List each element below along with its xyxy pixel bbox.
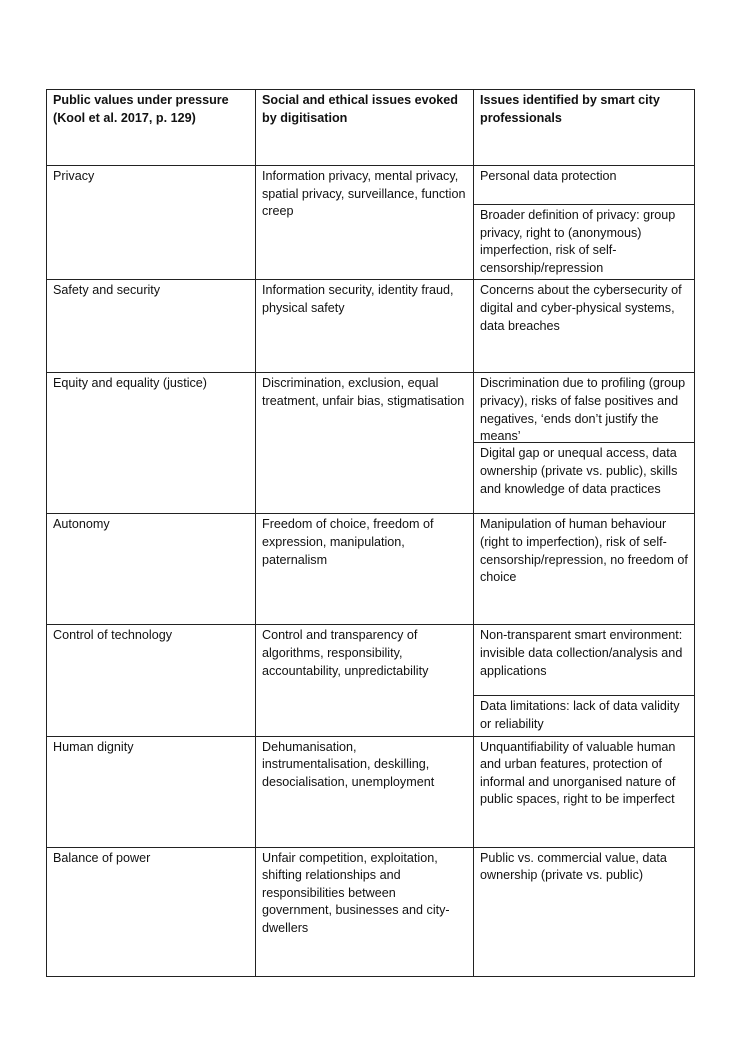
professional-issues-cell: Unquantifiability of valuable human and urban features, protection of informal and unorganised nature of public spaces, right to be imperfect xyxy=(474,736,695,847)
public-value-cell: Balance of power xyxy=(47,847,256,976)
professional-issue: Broader definition of privacy: group privacy, right to (anonymous) imperfection, risk of self-censorship/repression xyxy=(474,204,694,279)
professional-issue: Discrimination due to profiling (group privacy), risks of false positives and negatives, ‘ends don’t justify the means’ xyxy=(480,376,686,444)
professional-issues-cell: Manipulation of human behaviour (right to imperfection), risk of self-censorship/repression, no freedom of choice xyxy=(474,514,695,625)
public-value-cell: Control of technology xyxy=(47,625,256,736)
table-row xyxy=(47,736,695,847)
header-public-values: Public values under pressure (Kool et al. 2017, p. 129) xyxy=(47,90,256,166)
table-row xyxy=(47,625,695,736)
header-social-ethical-issues: Social and ethical issues evoked by digitisation xyxy=(256,90,474,166)
table-row xyxy=(47,847,695,976)
public-value-cell: Autonomy xyxy=(47,514,256,625)
public-values-table xyxy=(46,89,695,977)
professional-issues-cell xyxy=(474,166,695,280)
professional-issues-cell xyxy=(474,373,695,514)
professional-issue: Digital gap or unequal access, data ownership (private vs. public), skills and knowledge of data practices xyxy=(474,442,694,500)
public-value-cell: Human dignity xyxy=(47,736,256,847)
social-issues-cell: Freedom of choice, freedom of expression, manipulation, paternalism xyxy=(256,514,474,625)
professional-issues-cell: Concerns about the cybersecurity of digital and cyber-physical systems, data breaches xyxy=(474,280,695,373)
professional-issue: Personal data protection xyxy=(480,169,617,183)
professional-issues-cell: Public vs. commercial value, data ownership (private vs. public) xyxy=(474,847,695,976)
professional-issue: Data limitations: lack of data validity or reliability xyxy=(474,695,694,735)
public-value-cell: Safety and security xyxy=(47,280,256,373)
table-row xyxy=(47,373,695,514)
table-row xyxy=(47,166,695,280)
social-issues-cell: Information privacy, mental privacy, spatial privacy, surveillance, function creep xyxy=(256,166,474,280)
professional-issue: Non-transparent smart environment: invisible data collection/analysis and applications xyxy=(480,628,683,678)
table-header-row xyxy=(47,90,695,166)
social-issues-cell: Unfair competition, exploitation, shifting relationships and responsibilities between government, businesses and city-dwellers xyxy=(256,847,474,976)
professional-issues-cell xyxy=(474,625,695,736)
social-issues-cell: Control and transparency of algorithms, responsibility, accountability, unpredictability xyxy=(256,625,474,736)
public-value-cell: Privacy xyxy=(47,166,256,280)
social-issues-cell: Discrimination, exclusion, equal treatment, unfair bias, stigmatisation xyxy=(256,373,474,514)
table-row xyxy=(47,280,695,373)
table-row xyxy=(47,514,695,625)
social-issues-cell: Information security, identity fraud, physical safety xyxy=(256,280,474,373)
social-issues-cell: Dehumanisation, instrumentalisation, deskilling, desocialisation, unemployment xyxy=(256,736,474,847)
public-value-cell: Equity and equality (justice) xyxy=(47,373,256,514)
header-professional-issues: Issues identified by smart city professionals xyxy=(474,90,695,166)
